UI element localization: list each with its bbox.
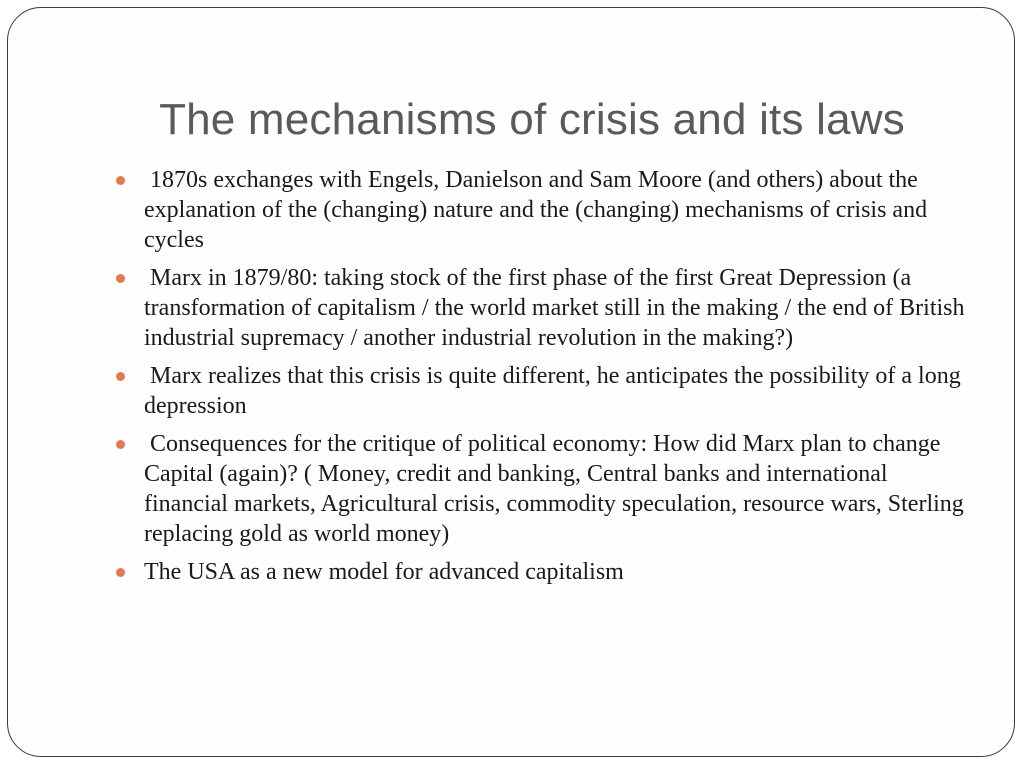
- list-item: [144, 165, 974, 255]
- bullet-icon: [116, 176, 125, 185]
- bullet-text: Marx realizes that this crisis is quite different, he anticipates the possibility of a long depression: [144, 363, 961, 419]
- bullet-text: Consequences for the critique of political economy: How did Marx plan to change Capital (again)? ( Money, credit and banking, Central banks and international financial markets, Agricultural crisis, commodity speculation, resource wars, Sterling replacing gold as world money): [144, 431, 964, 547]
- bullet-text: The USA as a new model for advanced capitalism: [144, 559, 624, 585]
- bullet-icon: [116, 372, 125, 381]
- bullet-list: [144, 165, 974, 595]
- bullet-icon: [116, 568, 125, 577]
- list-item: [144, 361, 974, 421]
- bullet-icon: [116, 274, 125, 283]
- bullet-text: Marx in 1879/80: taking stock of the first phase of the first Great Depression (a transformation of capitalism / the world market still in the making / the end of British industrial supremacy / another industrial revolution in the making?): [144, 265, 965, 351]
- slide-title: The mechanisms of crisis and its laws: [159, 95, 905, 144]
- list-item: [144, 557, 974, 587]
- bullet-text: 1870s exchanges with Engels, Danielson and Sam Moore (and others) about the explanation of the (changing) nature and the (changing) mechanisms of crisis and cycles: [144, 167, 928, 253]
- list-item: [144, 429, 974, 549]
- bullet-icon: [116, 440, 125, 449]
- list-item: [144, 263, 974, 353]
